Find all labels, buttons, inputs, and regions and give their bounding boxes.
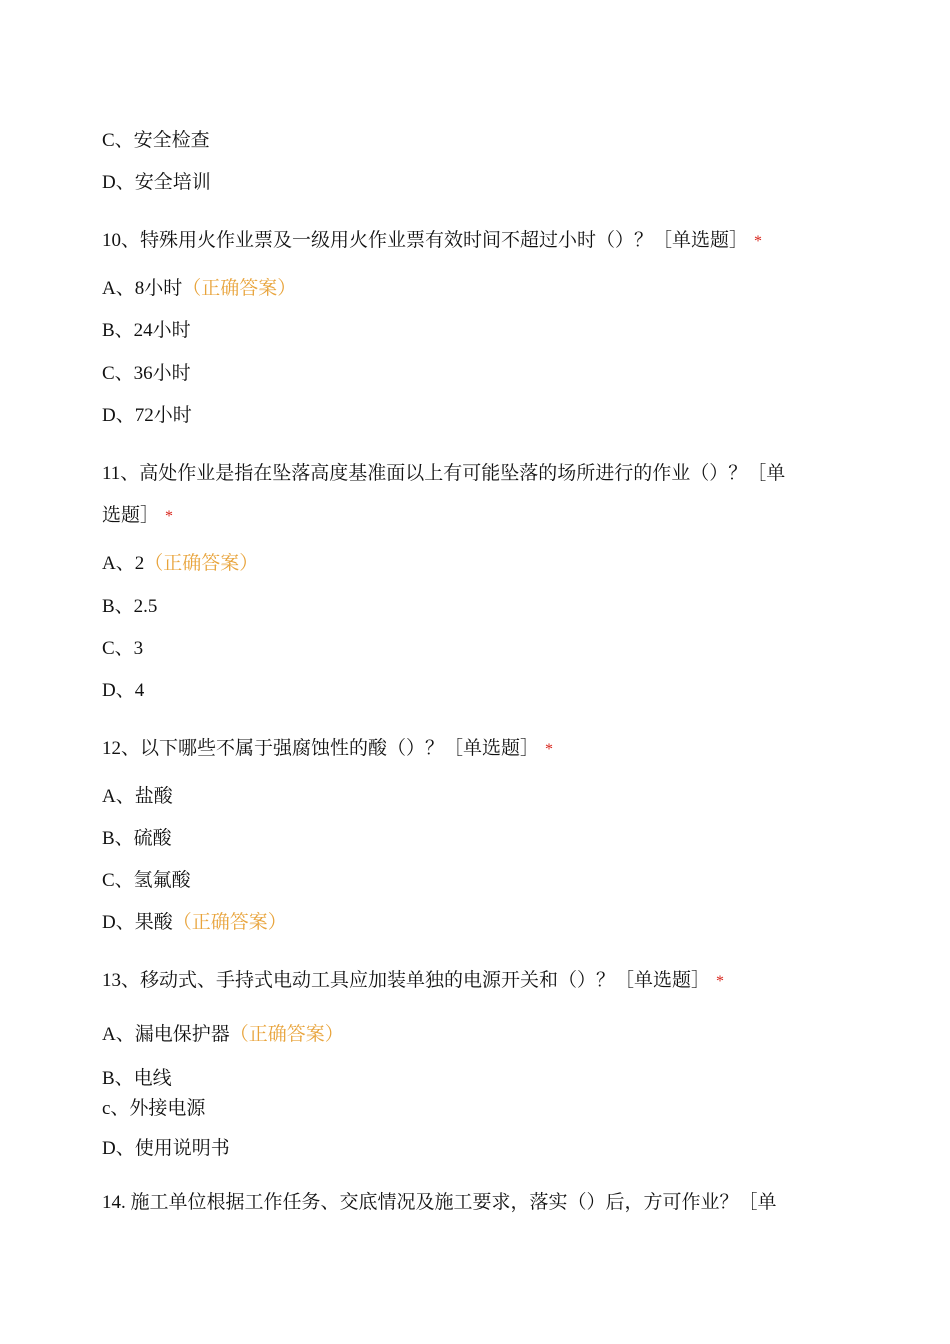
q11-option-a [102,552,258,576]
q10-option-d: D、72小时 [102,405,192,426]
q12-option-c: C、氢氟酸 [102,870,191,891]
q10-question-text: 10、特殊用火作业票及一级用火作业票有效时间不超过小时（）？［单选题］ [102,230,749,251]
q13-option-b: B、电线 [102,1068,172,1089]
q12-option-a: A、盐酸 [102,786,173,807]
q10-option-a-text: A、8小时 [102,278,183,299]
correct-answer-label: （正确答案） [182,278,297,299]
q13-option-d: D、使用说明书 [102,1138,230,1159]
required-mark: * [754,233,763,250]
q12-question [102,737,553,762]
q10-question [102,229,762,254]
q10-option-a [102,277,296,301]
required-mark: * [545,741,554,758]
q11-question-line2-text: 选题］ [102,505,160,526]
q13-option-c: c、外接电源 [102,1098,206,1119]
q13-question-text: 13、移动式、手持式电动工具应加装单独的电源开关和（）？［单选题］ [102,970,711,991]
q13-option-a [102,1023,344,1047]
correct-answer-label: （正确答案） [229,1024,344,1045]
correct-answer-label: （正确答案） [172,912,287,933]
required-mark: * [165,508,174,525]
q12-option-b: B、硫酸 [102,828,172,849]
q13-option-a-text: A、漏电保护器 [102,1024,230,1045]
q11-option-d: D、4 [102,680,145,701]
q11-option-b: B、2.5 [102,596,158,617]
q12-option-d [102,911,287,935]
q13-question [102,969,724,994]
q9-option-d: D、安全培训 [102,172,211,193]
required-mark: * [716,973,725,990]
q12-option-d-text: D、果酸 [102,912,173,933]
correct-answer-label: （正确答案） [144,553,259,574]
q9-option-c: C、安全检查 [102,130,210,151]
q10-option-b: B、24小时 [102,320,191,341]
q11-question-line2 [102,504,173,529]
q11-question-line1: 11、高处作业是指在坠落高度基准面以上有可能坠落的场所进行的作业（）？［单 [102,463,786,484]
q11-option-c: C、3 [102,638,144,659]
q12-question-text: 12、以下哪些不属于强腐蚀性的酸（）？［单选题］ [102,738,540,759]
q11-option-a-text: A、2 [102,553,145,574]
q14-question-line1: 14. 施工单位根据工作任务、交底情况及施工要求，落实（）后，方可作业？［单 [102,1192,777,1213]
q10-option-c: C、36小时 [102,363,191,384]
